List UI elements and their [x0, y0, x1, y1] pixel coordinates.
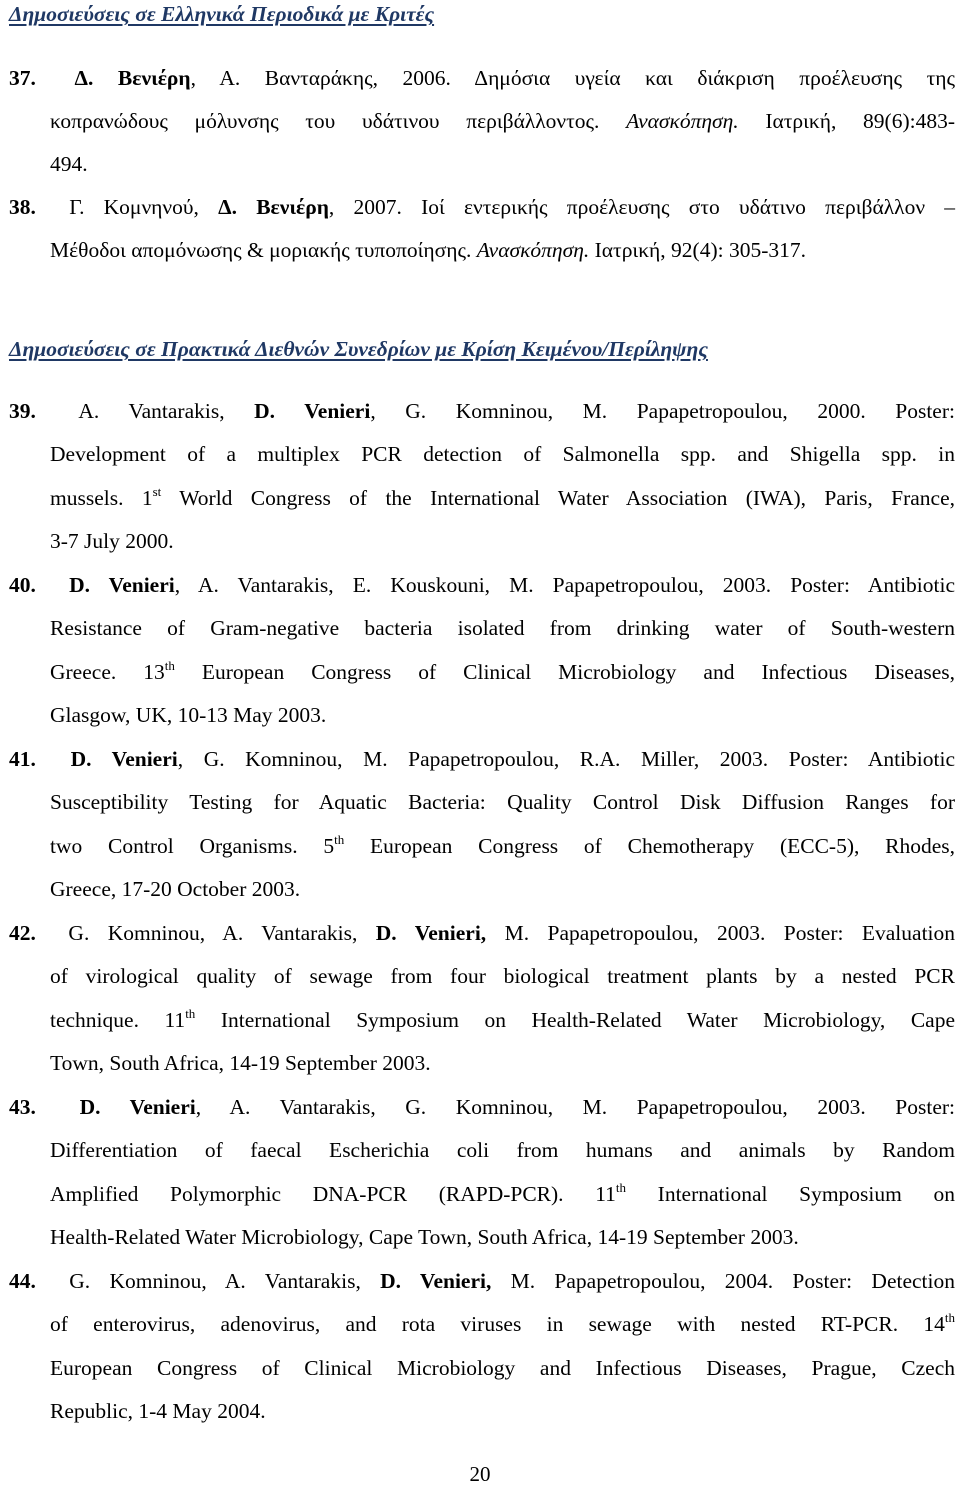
section-heading-conference-proceedings: Δημοσιεύσεις σε Πρακτικά Διεθνών Συνεδρίων με Κρίση Κειμένου/Περίληψης [9, 337, 708, 361]
entry-number: 38. [9, 195, 36, 219]
author-highlight: D. Venieri [254, 399, 371, 423]
author-highlight: D. Venieri [79, 1095, 196, 1119]
document-page: Δημοσιεύσεις σε Ελληνικά Περιοδικά με Κριτές 37. Δ. Βενιέρη, Α. Βανταράκης, 2006. Δημόσια υγεία και διάκριση προέλευσης της κοπρανώδους μόλυνσης του υδάτινου περιβάλλοντος. Ανασκόπηση. Ιατρική, 89(6):483- 494. 38. Γ. Κομνηνού, Δ. Βενιέρη, 2007. Ιοί εντερικής προέλευσης στο υδάτινο περιβάλλον – Μέθοδοι απομόνωσης & μοριακής τυποποίησης. Ανασκόπηση. Ιατρική, 92(4): 305-317. Δημοσιεύσεις σε Πρακτικά Διεθνών Συνεδρίων με Κρίση Κειμένου/Περίληψης 39. A. Vantarakis, D. Venieri, G. Komninou, M. Papapetropoulou, 2000. Poster: Development of a multiplex PCR detection of Salmonella spp. and Shigella spp. in mussels. 1st World Congress of the International Water Association (IWA), Paris, France, 3-7 July 2000. 40. D. Venieri, A. Vantarakis, E. Kouskouni, M. Papapetropoulou, 2003. Poster: Antibiotic Resistance of Gram-negative bacteria isolated from drinking water of South-western Greece. 13th European Congress of Clinical Microbiology and Infectious Diseases, Glasgow, UK, 10-13 May 2003. 41. D. Venieri, G. Komninou, M. Papapetropoulou, R.A. Miller, 2003. Poster: Antibiotic Susceptibility Testing for Aquatic Bacteria: Quality Control Disk Diffusion Ranges for two Control Organisms. 5th European Congress of Chemotherapy (ECC-5), Rhodes, Greece, 17-20 October 2003. 42. G. Komninou, A. Vantarakis, D. Venieri, M. Papapetropoulou, 2003. Poster: Evaluation of virological quality of sewage from four biological treatment plants by a nested PCR technique. 11th International Symposium on Health-Related Water Microbiology, Cape Town, South Africa, 14-19 September 2003. 43. D. Venieri, A. Vantarakis, G. Komninou, M. Papapetropoulou, 2003. Poster: Differentiation of faecal Escherichia coli from humans and animals by Random Amplified Polymorphic DNA-PCR (RAPD-PCR). 11th International Symposium on Health-Related Water Microbiology, Cape Town, South Africa, 14-19 September 2003. 44. G. Komninou, A. Vantarakis, D. Venieri, M. Papapetropoulou, 2004. Poster: Detection of enterovirus, adenovirus, and rota viruses in sewage with nested RT-PCR. 14th European Congress of Clinical Microbiology and Infectious Diseases, Prague, Czech Republic, 1-4 May 2004. 20 [0, 0, 960, 1484]
entry-number: 44. [9, 1269, 36, 1293]
section-heading-greek-journals: Δημοσιεύσεις σε Ελληνικά Περιοδικά με Κριτές [9, 2, 435, 26]
author-highlight: D. Venieri, [380, 1269, 492, 1293]
author-highlight: D. Venieri, [375, 921, 487, 945]
author-highlight: Δ. Βενιέρη [218, 195, 329, 219]
entry-number: 39. [9, 399, 36, 423]
entry-number: 37. [9, 66, 36, 90]
entry-number: 41. [9, 747, 36, 771]
entry-number: 40. [9, 573, 36, 597]
author-highlight: Δ. Βενιέρη [74, 66, 191, 90]
page-number: 20 [469, 1462, 491, 1486]
entry-number: 43. [9, 1095, 36, 1119]
author-highlight: D. Venieri [70, 747, 178, 771]
author-highlight: D. Venieri [69, 573, 175, 597]
entry-number: 42. [9, 921, 36, 945]
